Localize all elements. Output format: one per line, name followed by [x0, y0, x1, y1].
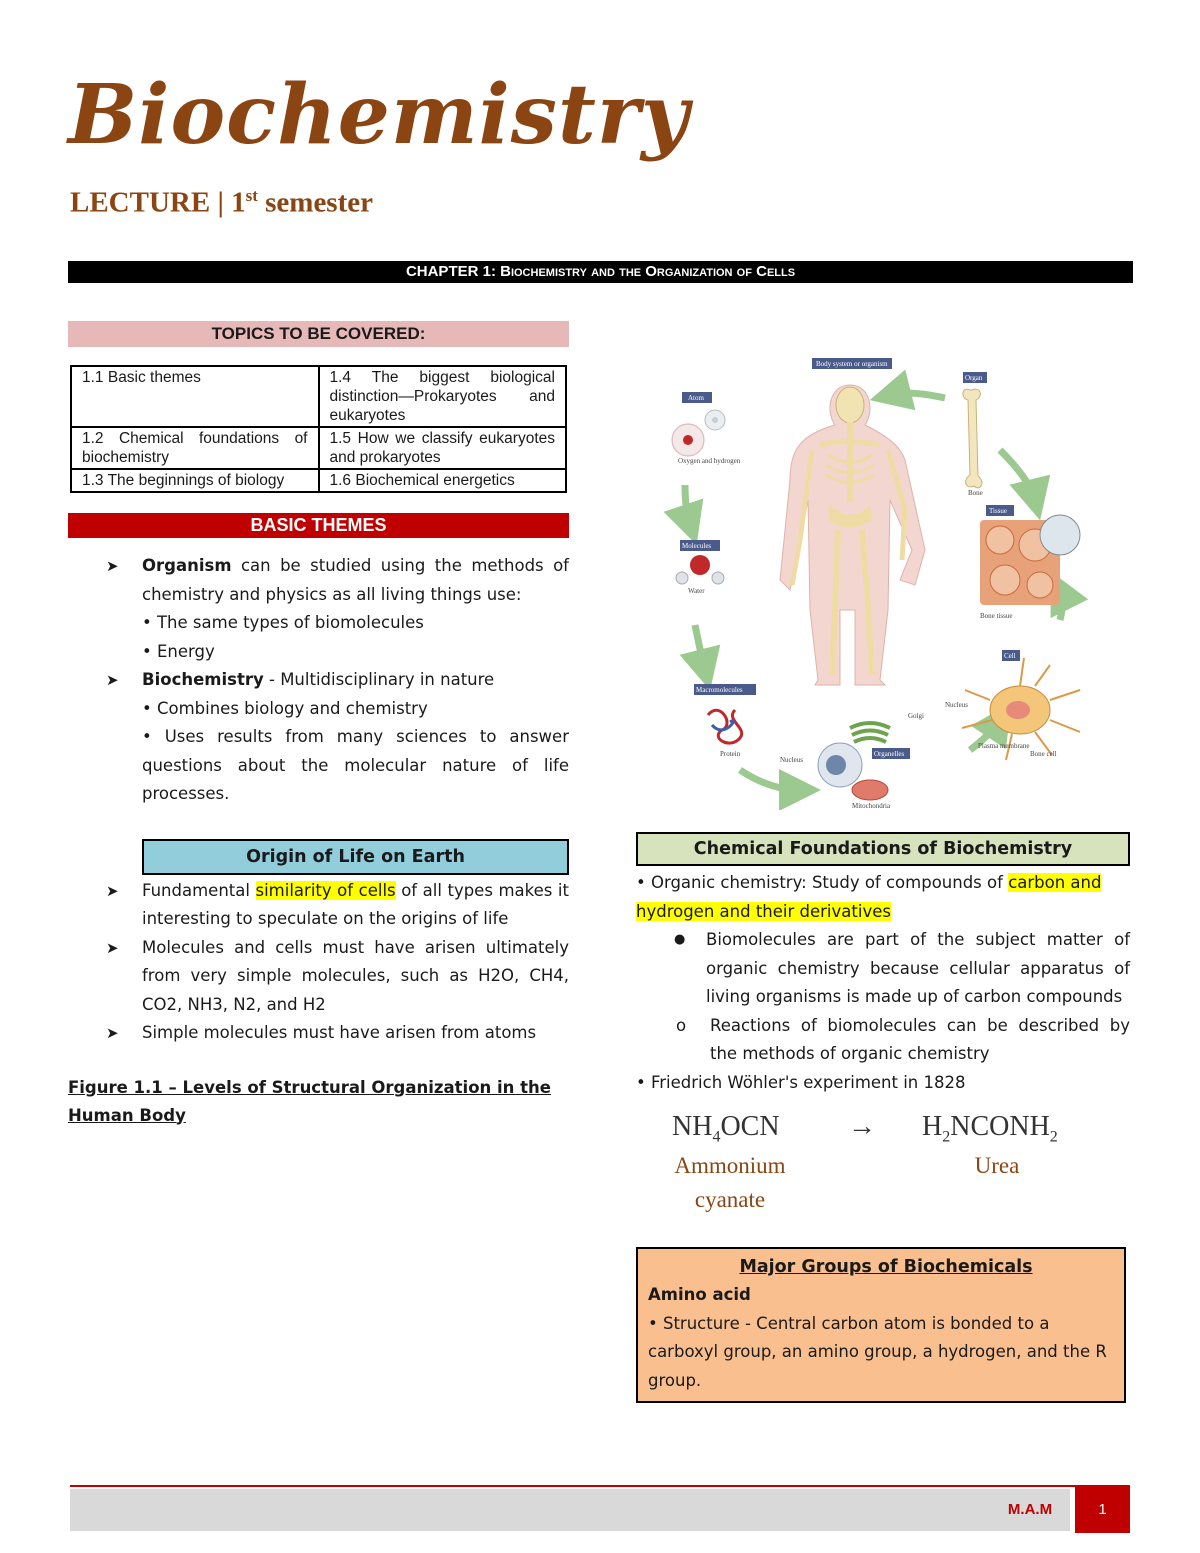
major-groups-heading: Major Groups of Biochemicals: [739, 1257, 1033, 1277]
organelle-nucleus-icon: [818, 743, 862, 787]
chemical-foundations-list: [636, 869, 1130, 1097]
diagram-label: Organelles: [874, 750, 905, 758]
table-row: [71, 366, 566, 427]
left-column: [68, 321, 569, 1130]
diagram-caption: Bone: [968, 489, 983, 497]
highlighted-text: similarity of cells: [255, 880, 396, 900]
origin-heading: Origin of Life on Earth: [142, 839, 569, 875]
chemical-foundations-heading: Chemical Foundations of Biochemistry: [636, 832, 1130, 866]
diagram-caption: Bone cell: [1030, 750, 1057, 758]
diagram-label: Macromolecules: [696, 686, 743, 694]
diagram-caption: Golgi: [908, 712, 924, 720]
atom-icon: [672, 410, 725, 456]
topics-table: [70, 365, 567, 493]
table-row: [71, 469, 566, 492]
table-cell: 1.4 The biggest biological distinction—Prokaryotes and eukaryotes: [319, 366, 567, 427]
list-subitem: • Combines biology and chemistry: [142, 698, 428, 718]
page-number: 1: [1075, 1487, 1130, 1533]
wohler-equation: [636, 1111, 1130, 1221]
diagram-label: Atom: [688, 394, 704, 402]
arrow-bullet-icon: ➤: [106, 1024, 119, 1042]
table-cell: 1.1 Basic themes: [71, 366, 319, 427]
diagram-caption: Oxygen and hydrogen: [678, 457, 741, 465]
mitochondria-icon: [852, 780, 888, 800]
amino-acid-subheading: Amino acid: [648, 1285, 751, 1304]
list-item: ➤ Organism can be studied using the methods of chemistry and physics as all living things use:: [68, 552, 569, 609]
list-subitem: • Energy: [142, 641, 215, 661]
table-row: [71, 427, 566, 469]
list-item: ➤ Simple molecules must have arisen from atoms: [68, 1019, 569, 1048]
diagram-label: Organ: [965, 374, 983, 382]
highlighted-text: carbon and hydrogen and their derivatives: [636, 873, 1102, 921]
cycle-arrow: [1000, 450, 1035, 500]
diagram-caption: Plasma membrane: [978, 742, 1030, 750]
golgi-icon: [850, 723, 890, 742]
protein-icon: [708, 710, 742, 743]
list-subitem: • The same types of biomolecules: [142, 613, 424, 632]
cycle-arrow: [890, 393, 945, 398]
figure-caption: Figure 1.1 – Levels of Structural Organization in the Human Body: [68, 1077, 551, 1125]
cycle-arrow: [740, 770, 800, 790]
topics-heading: TOPICS TO BE COVERED:: [68, 321, 569, 347]
list-item: ➤ Fundamental similarity of cells of all types makes it interesting to speculate on the origins of life: [68, 877, 569, 934]
diagram-caption: Protein: [720, 750, 741, 758]
right-column: [636, 832, 1130, 1403]
cycle-arrow: [1060, 590, 1063, 620]
diagram-label: Tissue: [989, 507, 1008, 515]
list-subitem: o Reactions of biomolecules can be described by the methods of organic chemistry: [676, 1015, 1130, 1063]
basic-themes-list: [68, 552, 569, 809]
list-subitem: ● Biomolecules are part of the subject matter of organic chemistry because cellular apparatus of living organisms is made up of carbon compounds: [636, 926, 1130, 1012]
diagram-caption: Mitochondria: [852, 802, 891, 810]
document-subtitle: LECTURE | 1st semester: [70, 186, 373, 219]
diagram-caption: Nucleus: [780, 756, 803, 764]
bullet-dot-icon: ●: [674, 932, 686, 947]
organization-diagram: [640, 350, 1100, 810]
diagram-label: Molecules: [682, 542, 712, 550]
bone-icon: [963, 389, 982, 488]
list-subitem: • Uses results from many sciences to answer questions about the molecular nature of life processes.: [142, 727, 569, 803]
human-skeleton-icon: [780, 385, 925, 685]
arrow-bullet-icon: ➤: [106, 881, 119, 900]
major-groups-box: [636, 1247, 1126, 1403]
reactant-formula: $NH_4OCN$: [672, 1111, 780, 1146]
document-title: Biochemistry: [68, 67, 690, 163]
table-cell: 1.3 The beginnings of biology: [71, 469, 319, 492]
list-item: • Structure - Central carbon atom is bonded to a carboxyl group, an amino group, a hydrogen, and the R group.: [648, 1313, 1107, 1390]
footer-initials: M.A.M: [1007, 1501, 1053, 1518]
chapter-heading: CHAPTER 1: Biochemistry and the Organization of Cells: [68, 261, 1133, 283]
cycle-arrow: [695, 625, 705, 670]
diagram-caption: Water: [688, 587, 705, 595]
list-item: ➤ Biochemistry - Multidisciplinary in nature: [68, 666, 569, 695]
table-cell: 1.2 Chemical foundations of biochemistry: [71, 427, 319, 469]
footer-divider: [70, 1485, 1130, 1487]
arrow-bullet-icon: ➤: [106, 671, 119, 689]
list-item: • Friedrich Wöhler's experiment in 1828: [636, 1072, 966, 1092]
diagram-caption: Nucleus: [945, 701, 968, 709]
reaction-arrow: →: [848, 1111, 876, 1142]
product-name: Urea: [974, 1153, 1020, 1178]
list-item: • Organic chemistry: Study of compounds of carbon and hydrogen and their derivatives: [636, 873, 1102, 921]
reactant-name: Ammonium cyanate: [674, 1153, 786, 1212]
table-cell: 1.5 How we classify eukaryotes and prokaryotes: [319, 427, 567, 469]
table-cell: 1.6 Biochemical energetics: [319, 469, 567, 492]
list-item: ➤ Molecules and cells must have arisen ultimately from very simple molecules, such as H2O, CH4, CO2, NH3, N2, and H2: [68, 934, 569, 1020]
origin-list: [68, 877, 569, 1048]
basic-themes-heading: BASIC THEMES: [68, 513, 569, 538]
cycle-arrow: [685, 485, 690, 525]
diagram-label: Cell: [1004, 652, 1016, 660]
arrow-bullet-icon: ➤: [106, 938, 119, 957]
footer-bar: [70, 1489, 1070, 1531]
diagram-caption: Bone tissue: [980, 612, 1013, 620]
diagram-label: Body system or organism: [816, 360, 888, 368]
arrow-bullet-icon: ➤: [106, 557, 119, 575]
water-molecule-icon: [676, 555, 724, 584]
product-formula: $H_2NCONH_2$: [922, 1111, 1058, 1146]
bone-tissue-icon: [980, 515, 1080, 605]
